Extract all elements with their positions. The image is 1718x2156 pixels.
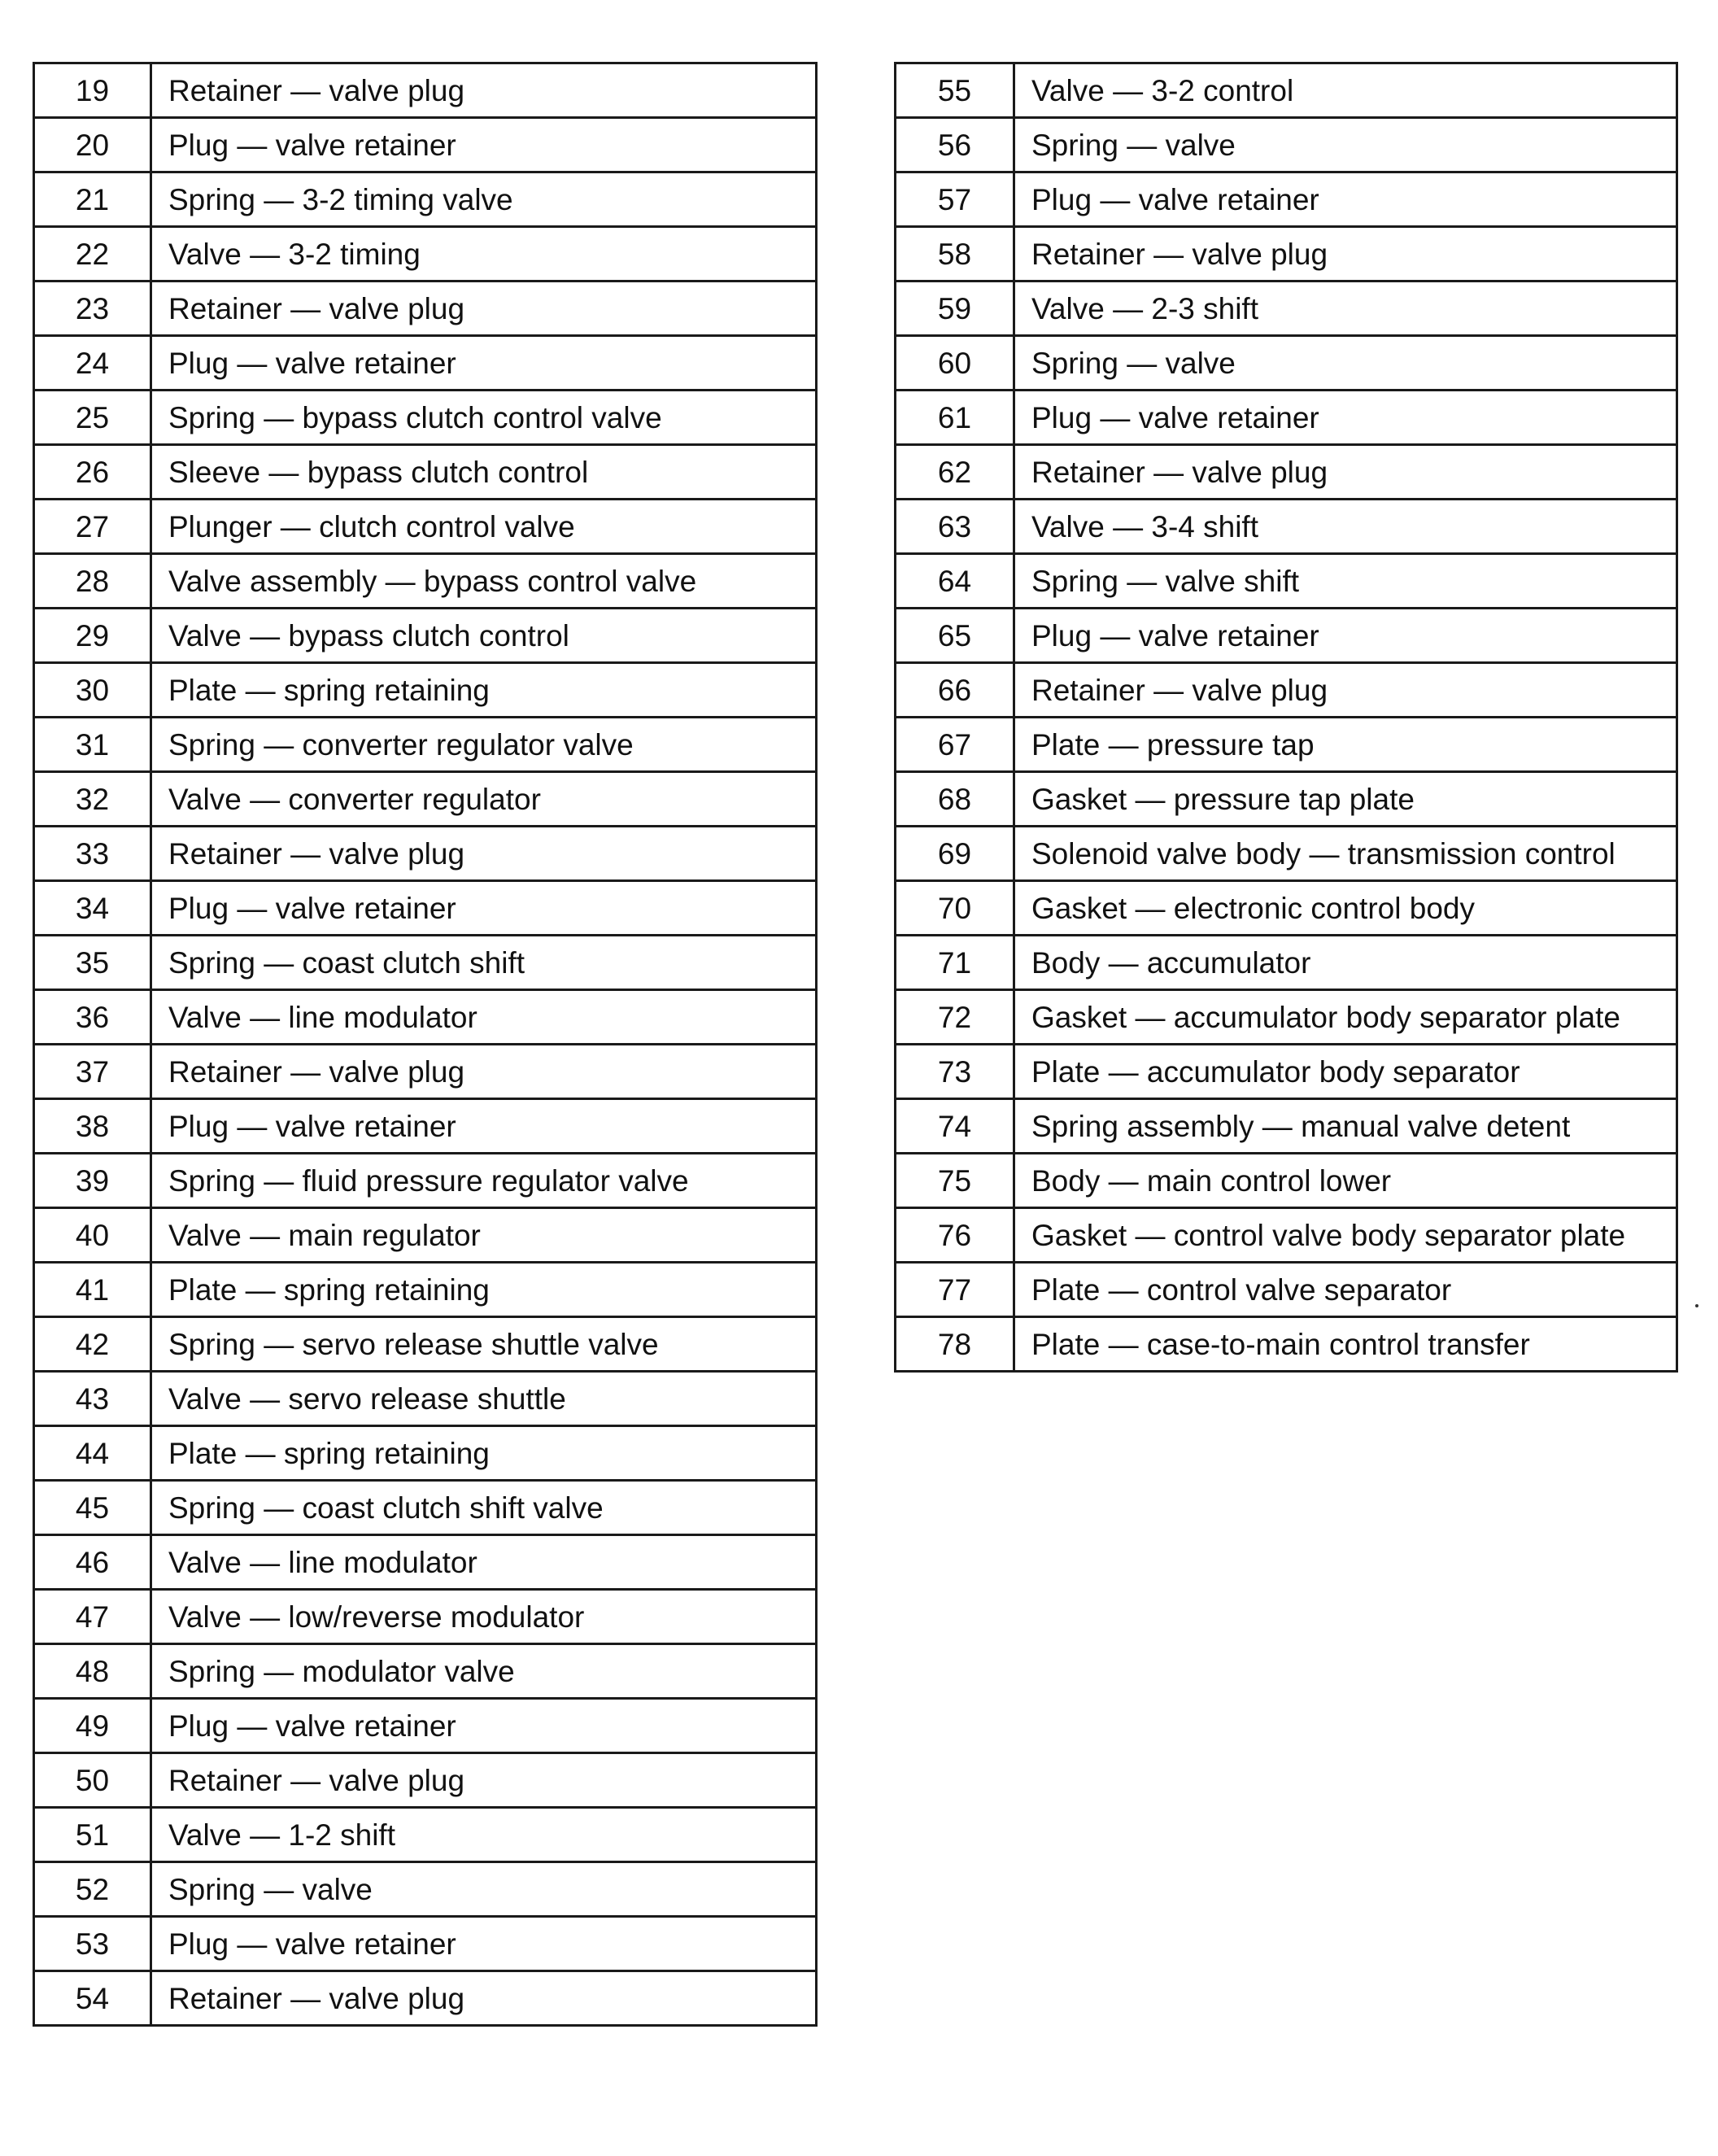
part-number-cell: 41: [34, 1263, 151, 1317]
part-description-cell: Retainer — valve plug: [1014, 445, 1677, 500]
table-row: [896, 227, 1677, 282]
part-description-cell: Spring — 3-2 timing valve: [151, 172, 817, 227]
part-description-cell: Spring — coast clutch shift valve: [151, 1481, 817, 1535]
part-number-cell: 26: [34, 445, 151, 500]
table-row: [896, 391, 1677, 445]
part-number-cell: 27: [34, 500, 151, 554]
table-row: [34, 1208, 817, 1263]
table-row: [34, 282, 817, 336]
part-description-cell: Gasket — pressure tap plate: [1014, 772, 1677, 827]
table-row: [896, 990, 1677, 1045]
table-row: [896, 663, 1677, 718]
part-description-cell: Plug — valve retainer: [1014, 391, 1677, 445]
part-description-cell: Plate — spring retaining: [151, 663, 817, 718]
table-row: [34, 1535, 817, 1590]
part-description-cell: Valve — line modulator: [151, 990, 817, 1045]
part-description-cell: Plunger — clutch control valve: [151, 500, 817, 554]
part-number-cell: 40: [34, 1208, 151, 1263]
part-number-cell: 47: [34, 1590, 151, 1644]
part-number-cell: 71: [896, 936, 1014, 990]
part-description-cell: Plate — spring retaining: [151, 1263, 817, 1317]
part-description-cell: Solenoid valve body — transmission control: [1014, 827, 1677, 881]
part-description-cell: Valve — 3-4 shift: [1014, 500, 1677, 554]
part-number-cell: 24: [34, 336, 151, 391]
table-row: [896, 1317, 1677, 1372]
part-description-cell: Valve — servo release shuttle: [151, 1372, 817, 1426]
part-number-cell: 35: [34, 936, 151, 990]
table-row: [896, 609, 1677, 663]
part-description-cell: Retainer — valve plug: [151, 827, 817, 881]
part-description-cell: Valve — 2-3 shift: [1014, 282, 1677, 336]
part-description-cell: Plug — valve retainer: [151, 881, 817, 936]
part-description-cell: Valve — line modulator: [151, 1535, 817, 1590]
part-description-cell: Valve assembly — bypass control valve: [151, 554, 817, 609]
part-description-cell: Plug — valve retainer: [151, 118, 817, 172]
part-description-cell: Retainer — valve plug: [151, 1045, 817, 1099]
table-row: [34, 1590, 817, 1644]
part-number-cell: 45: [34, 1481, 151, 1535]
part-description-cell: Plate — pressure tap: [1014, 718, 1677, 772]
part-number-cell: 30: [34, 663, 151, 718]
part-description-cell: Spring — valve: [1014, 336, 1677, 391]
table-row: [34, 336, 817, 391]
table-row: [34, 1753, 817, 1808]
part-description-cell: Valve — 3-2 timing: [151, 227, 817, 282]
part-description-cell: Retainer — valve plug: [1014, 663, 1677, 718]
part-description-cell: Plate — control valve separator: [1014, 1263, 1677, 1317]
part-description-cell: Retainer — valve plug: [151, 63, 817, 118]
part-number-cell: 72: [896, 990, 1014, 1045]
part-number-cell: 78: [896, 1317, 1014, 1372]
table-row: [34, 1154, 817, 1208]
part-number-cell: 37: [34, 1045, 151, 1099]
table-row: [34, 827, 817, 881]
table-row: [896, 282, 1677, 336]
part-number-cell: 63: [896, 500, 1014, 554]
part-description-cell: Plate — accumulator body separator: [1014, 1045, 1677, 1099]
part-number-cell: 25: [34, 391, 151, 445]
part-number-cell: 68: [896, 772, 1014, 827]
table-row: [896, 118, 1677, 172]
table-row: [896, 936, 1677, 990]
part-number-cell: 42: [34, 1317, 151, 1372]
part-description-cell: Spring — valve: [1014, 118, 1677, 172]
table-row: [896, 1045, 1677, 1099]
part-description-cell: Retainer — valve plug: [1014, 227, 1677, 282]
table-row: [34, 227, 817, 282]
part-description-cell: Valve — main regulator: [151, 1208, 817, 1263]
table-row: [34, 118, 817, 172]
table-row: [34, 718, 817, 772]
part-description-cell: Plug — valve retainer: [151, 1699, 817, 1753]
part-number-cell: 73: [896, 1045, 1014, 1099]
part-number-cell: 33: [34, 827, 151, 881]
table-row: [34, 1099, 817, 1154]
table-row: [34, 1317, 817, 1372]
part-number-cell: 62: [896, 445, 1014, 500]
table-row: [896, 554, 1677, 609]
parts-table-left-body: [34, 63, 817, 2026]
part-number-cell: 34: [34, 881, 151, 936]
table-row: [34, 1426, 817, 1481]
part-description-cell: Plate — case-to-main control transfer: [1014, 1317, 1677, 1372]
part-number-cell: 32: [34, 772, 151, 827]
part-number-cell: 50: [34, 1753, 151, 1808]
part-number-cell: 70: [896, 881, 1014, 936]
table-row: [896, 1263, 1677, 1317]
table-row: [34, 1644, 817, 1699]
part-number-cell: 74: [896, 1099, 1014, 1154]
parts-table-right: [894, 62, 1678, 1373]
parts-table-left: [33, 62, 818, 2027]
table-row: [34, 500, 817, 554]
table-row: [34, 990, 817, 1045]
part-description-cell: Gasket — accumulator body separator plate: [1014, 990, 1677, 1045]
part-number-cell: 21: [34, 172, 151, 227]
table-row: [896, 336, 1677, 391]
part-description-cell: Spring assembly — manual valve detent: [1014, 1099, 1677, 1154]
table-row: [896, 63, 1677, 118]
part-number-cell: 65: [896, 609, 1014, 663]
table-row: [34, 1263, 817, 1317]
table-row: [896, 172, 1677, 227]
table-row: [34, 1481, 817, 1535]
table-row: [34, 391, 817, 445]
table-row: [896, 445, 1677, 500]
part-description-cell: Plug — valve retainer: [151, 336, 817, 391]
part-description-cell: Spring — valve: [151, 1862, 817, 1917]
part-number-cell: 56: [896, 118, 1014, 172]
part-number-cell: 39: [34, 1154, 151, 1208]
part-description-cell: Retainer — valve plug: [151, 282, 817, 336]
table-row: [896, 718, 1677, 772]
part-number-cell: 69: [896, 827, 1014, 881]
part-number-cell: 53: [34, 1917, 151, 1971]
part-number-cell: 75: [896, 1154, 1014, 1208]
parts-table-right-body: [896, 63, 1677, 1372]
part-description-cell: Valve — bypass clutch control: [151, 609, 817, 663]
part-description-cell: Retainer — valve plug: [151, 1753, 817, 1808]
part-description-cell: Valve — 3-2 control: [1014, 63, 1677, 118]
table-row: [34, 1862, 817, 1917]
part-number-cell: 58: [896, 227, 1014, 282]
part-description-cell: Spring — converter regulator valve: [151, 718, 817, 772]
part-number-cell: 76: [896, 1208, 1014, 1263]
table-row: [34, 1971, 817, 2026]
part-number-cell: 23: [34, 282, 151, 336]
part-description-cell: Gasket — control valve body separator plate: [1014, 1208, 1677, 1263]
part-number-cell: 36: [34, 990, 151, 1045]
part-number-cell: 51: [34, 1808, 151, 1862]
part-description-cell: Sleeve — bypass clutch control: [151, 445, 817, 500]
part-number-cell: 59: [896, 282, 1014, 336]
part-description-cell: Spring — coast clutch shift: [151, 936, 817, 990]
part-description-cell: Gasket — electronic control body: [1014, 881, 1677, 936]
part-number-cell: 55: [896, 63, 1014, 118]
table-row: [896, 1154, 1677, 1208]
part-number-cell: 52: [34, 1862, 151, 1917]
table-row: [34, 1372, 817, 1426]
part-description-cell: Valve — low/reverse modulator: [151, 1590, 817, 1644]
part-description-cell: Valve — 1-2 shift: [151, 1808, 817, 1862]
part-description-cell: Spring — valve shift: [1014, 554, 1677, 609]
table-row: [896, 827, 1677, 881]
part-number-cell: 54: [34, 1971, 151, 2026]
part-number-cell: 19: [34, 63, 151, 118]
part-number-cell: 66: [896, 663, 1014, 718]
part-number-cell: 29: [34, 609, 151, 663]
part-description-cell: Spring — fluid pressure regulator valve: [151, 1154, 817, 1208]
part-description-cell: Spring — modulator valve: [151, 1644, 817, 1699]
part-number-cell: 44: [34, 1426, 151, 1481]
part-description-cell: Plate — spring retaining: [151, 1426, 817, 1481]
table-row: [34, 1699, 817, 1753]
table-row: [34, 663, 817, 718]
table-row: [34, 445, 817, 500]
table-row: [34, 609, 817, 663]
table-row: [896, 881, 1677, 936]
table-row: [34, 1917, 817, 1971]
part-description-cell: Body — main control lower: [1014, 1154, 1677, 1208]
stray-dot-mark: [1695, 1304, 1698, 1307]
part-description-cell: Body — accumulator: [1014, 936, 1677, 990]
part-description-cell: Plug — valve retainer: [151, 1099, 817, 1154]
part-number-cell: 48: [34, 1644, 151, 1699]
part-number-cell: 64: [896, 554, 1014, 609]
part-number-cell: 77: [896, 1263, 1014, 1317]
table-row: [34, 936, 817, 990]
part-description-cell: Plug — valve retainer: [1014, 609, 1677, 663]
table-row: [34, 63, 817, 118]
part-number-cell: 60: [896, 336, 1014, 391]
table-row: [34, 1808, 817, 1862]
part-number-cell: 43: [34, 1372, 151, 1426]
table-row: [896, 772, 1677, 827]
part-number-cell: 31: [34, 718, 151, 772]
part-number-cell: 57: [896, 172, 1014, 227]
table-row: [34, 1045, 817, 1099]
part-number-cell: 28: [34, 554, 151, 609]
part-number-cell: 67: [896, 718, 1014, 772]
table-row: [896, 1099, 1677, 1154]
table-row: [34, 172, 817, 227]
part-number-cell: 61: [896, 391, 1014, 445]
table-row: [34, 554, 817, 609]
part-number-cell: 46: [34, 1535, 151, 1590]
part-description-cell: Spring — bypass clutch control valve: [151, 391, 817, 445]
part-description-cell: Retainer — valve plug: [151, 1971, 817, 2026]
table-row: [896, 1208, 1677, 1263]
table-row: [34, 881, 817, 936]
part-number-cell: 49: [34, 1699, 151, 1753]
part-description-cell: Plug — valve retainer: [151, 1917, 817, 1971]
table-row: [896, 500, 1677, 554]
table-row: [34, 772, 817, 827]
part-description-cell: Spring — servo release shuttle valve: [151, 1317, 817, 1372]
part-description-cell: Plug — valve retainer: [1014, 172, 1677, 227]
part-description-cell: Valve — converter regulator: [151, 772, 817, 827]
part-number-cell: 22: [34, 227, 151, 282]
part-number-cell: 38: [34, 1099, 151, 1154]
part-number-cell: 20: [34, 118, 151, 172]
